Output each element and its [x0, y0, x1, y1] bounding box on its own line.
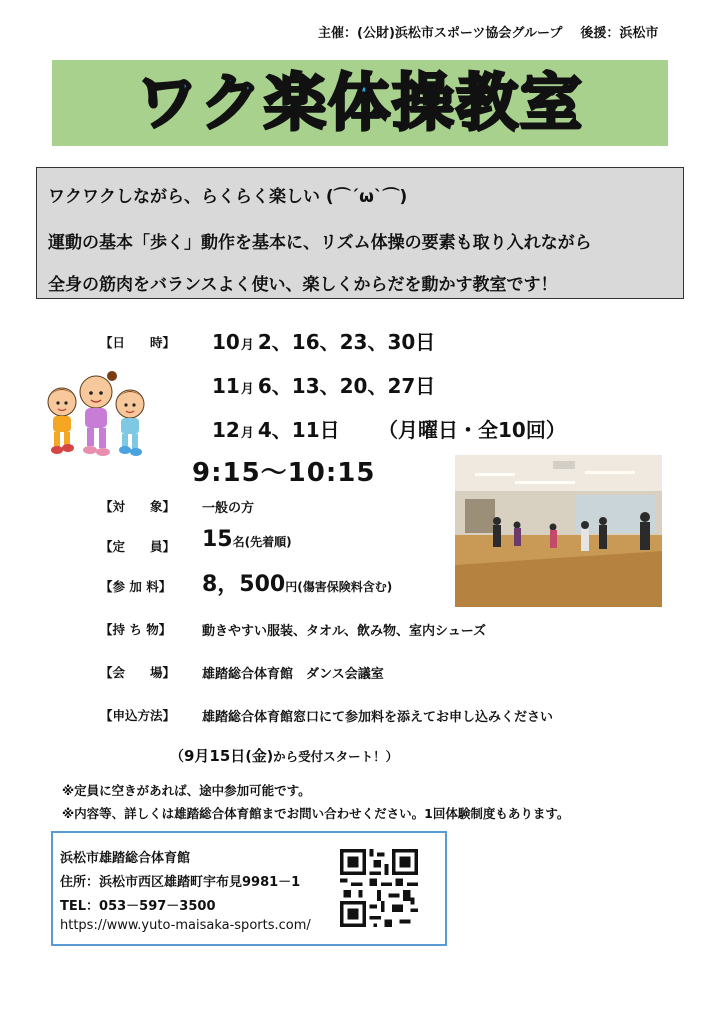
schedule-note: （月曜日・全10回）: [378, 418, 566, 442]
fee-value: [202, 567, 392, 598]
note-1: ※定員に空きがあれば、途中参加可能です。: [62, 783, 311, 798]
month-number: 12: [212, 418, 240, 442]
running-kids-illustration: [40, 370, 152, 462]
target-value: 一般の方: [202, 501, 255, 516]
fee-number: 8，500: [202, 572, 286, 597]
apply-value: 雄踏総合体育館窓口にて参加料を添えてお申し込みください: [202, 710, 554, 725]
contact-tel: TEL：053－597－3500: [60, 899, 216, 914]
capacity-value: [202, 527, 292, 552]
venue-value: 雄踏総合体育館 ダンス会議室: [202, 667, 384, 682]
schedule-row-october: [212, 326, 435, 355]
contact-name: 浜松市雄踏総合体育館: [60, 851, 191, 866]
note-2: ※内容等、詳しくは雄踏総合体育館までお問い合わせください。1回体験制度もあります。: [62, 806, 570, 821]
capacity-label: 【定 員】: [100, 539, 176, 554]
intro-line-1: ワクワクしながら、らくらく楽しい (⌒ˊωˋ⌒): [48, 187, 408, 207]
target-label: 【対 象】: [100, 499, 176, 514]
apply-label: 【申込方法】: [100, 708, 176, 723]
start-weekday: 金: [251, 747, 267, 765]
start-paren-close: ): [266, 749, 274, 765]
qr-code[interactable]: [340, 849, 418, 927]
intro-line-2: 運動の基本「歩く」動作を基本に、リズム体操の要素も取り入れながら: [48, 233, 592, 253]
month-unit: 月: [240, 382, 254, 397]
month-number: 10: [212, 330, 240, 354]
items-value: 動きやすい服装、タオル、飲み物、室内シューズ: [202, 624, 487, 639]
contact-url[interactable]: https://www.yuto-maisaka-sports.com/: [60, 918, 311, 933]
fee-label: 【参 加 料】: [100, 579, 172, 594]
day-list: 4、11日: [257, 418, 340, 442]
capacity-unit: 名(先着順): [232, 535, 292, 549]
month-number: 11: [212, 374, 240, 398]
month-unit: 月: [240, 426, 254, 441]
start-open: （: [170, 749, 184, 765]
fee-unit: 円(傷害保険料含む): [285, 580, 393, 594]
schedule-time: 9:15～10:15: [192, 458, 376, 488]
dance-room-photo: [455, 455, 662, 607]
month-unit: 月: [240, 338, 254, 353]
items-label: 【持 ち 物】: [100, 622, 172, 637]
start-paren-open: (: [245, 749, 252, 765]
sponsor-line: [318, 22, 658, 41]
start-rest: から受付スタート！）: [273, 749, 399, 764]
venue-label: 【会 場】: [100, 665, 176, 680]
contact-address: 住所：浜松市西区雄踏町宇布見9981－1: [60, 875, 301, 890]
start-date: 9月15日: [184, 747, 246, 765]
schedule-label: 【日 時】: [100, 335, 176, 350]
organizer-text: 主催：(公財)浜松市スポーツ協会グループ: [318, 26, 563, 41]
schedule-row-november: [212, 370, 435, 399]
page-title: ワク楽体操教室: [135, 66, 584, 139]
intro-line-3: 全身の筋肉をバランスよく使い、楽しくからだを動かす教室です！: [48, 275, 558, 295]
schedule-row-december: [212, 414, 340, 443]
capacity-number: 15: [202, 527, 233, 552]
day-list: 6、13、20、27日: [257, 374, 436, 398]
day-list: 2、16、23、30日: [257, 330, 436, 354]
supporter-text: 後援：浜松市: [580, 26, 659, 41]
application-start: [170, 745, 398, 766]
